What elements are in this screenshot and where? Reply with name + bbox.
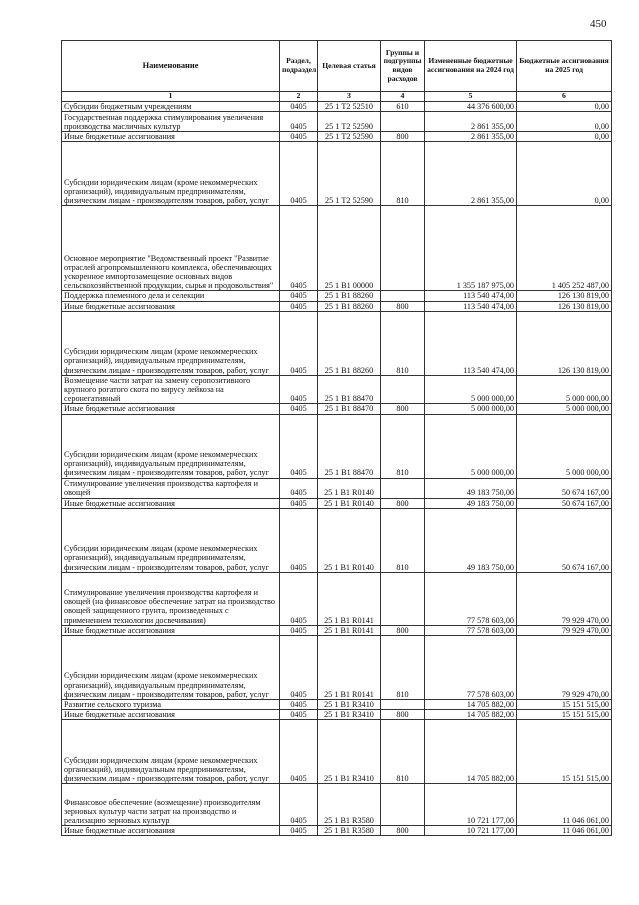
row-value-2024: 14 705 882,00 [425,710,517,720]
row-section: 0405 [280,508,318,572]
row-group: 810 [381,142,425,206]
row-value-2025: 11 046 061,00 [517,784,612,826]
row-name: Субсидии юридическим лицам (кроме некоммерческих организаций), индивидуальным предпринимателям, физическим лицам - производителям товаров, работ, услуг [62,142,280,206]
row-value-2025: 79 929 470,00 [517,572,612,625]
row-section: 0405 [280,699,318,709]
row-value-2025: 79 929 470,00 [517,625,612,635]
row-value-2025: 15 151 515,00 [517,710,612,720]
row-value-2024: 5 000 000,00 [425,375,517,404]
row-section: 0405 [280,375,318,404]
row-target: 25 1 В1 R3410 [318,710,381,720]
row-value-2025: 0,00 [517,112,612,132]
row-group [381,572,425,625]
row-group [381,478,425,498]
row-name: Развитие сельского туризма [62,699,280,709]
row-group: 800 [381,132,425,142]
column-number: 2 [280,92,318,102]
page-number: 450 [590,18,607,30]
row-name: Иные бюджетные ассигнования [62,404,280,414]
row-target: 25 1 Т2 52510 [318,102,381,112]
row-target: 25 1 В1 88260 [318,311,381,375]
row-group: 800 [381,404,425,414]
row-group [381,375,425,404]
row-value-2025: 50 674 167,00 [517,508,612,572]
row-value-2024: 49 183 750,00 [425,508,517,572]
row-group: 610 [381,102,425,112]
row-value-2025: 126 130 819,00 [517,291,612,301]
row-name: Субсидии юридическим лицам (кроме некоммерческих организаций), индивидуальным предпринимателям, физическим лицам - производителям товаров, работ, услуг [62,414,280,478]
row-section: 0405 [280,625,318,635]
row-section: 0405 [280,132,318,142]
row-name: Основное мероприятие "Ведомственный проект "Развитие отраслей агропромышленного комплекса, обеспечивающих ускоренное импортозамещение основных видов сельскохозяйственной продукции, сырья и продовольствия" [62,206,280,291]
row-group: 810 [381,635,425,699]
row-value-2024: 77 578 603,00 [425,625,517,635]
row-value-2024: 44 376 600,00 [425,102,517,112]
row-value-2025: 5 000 000,00 [517,375,612,404]
row-name: Финансовое обеспечение (возмещение) производителям зерновых культур части затрат на производство и реализацию зерновых культур [62,784,280,826]
table-row [62,635,612,699]
row-target: 25 1 Т2 52590 [318,132,381,142]
column-number: 1 [62,92,280,102]
row-target: 25 1 В1 R0141 [318,572,381,625]
row-value-2025: 15 151 515,00 [517,720,612,784]
column-number: 4 [381,92,425,102]
row-value-2024: 1 355 187 975,00 [425,206,517,291]
row-target: 25 1 Т2 52590 [318,142,381,206]
table-row [62,206,612,291]
row-target: 25 1 В1 88470 [318,414,381,478]
row-name: Поддержка племенного дела и селекции [62,291,280,301]
row-value-2025: 5 000 000,00 [517,414,612,478]
header-groups: Группы и подгруппы видов расходов [381,41,425,92]
row-value-2024: 2 861 355,00 [425,142,517,206]
row-name: Субсидии юридическим лицам (кроме некоммерческих организаций), индивидуальным предпринимателям, физическим лицам - производителям товаров, работ, услуг [62,508,280,572]
row-name: Субсидии юридическим лицам (кроме некоммерческих организаций), индивидуальным предпринимателям, физическим лицам - производителям товаров, работ, услуг [62,635,280,699]
row-group: 800 [381,625,425,635]
row-target: 25 1 В1 88470 [318,404,381,414]
row-target: 25 1 В1 88470 [318,375,381,404]
row-value-2025: 11 046 061,00 [517,826,612,836]
table-row [62,142,612,206]
row-section: 0405 [280,498,318,508]
table-row [62,291,612,301]
row-name: Иные бюджетные ассигнования [62,826,280,836]
table-row [62,826,612,836]
table-row [62,404,612,414]
row-name: Государственная поддержка стимулирования увеличения производства масличных культур [62,112,280,132]
row-value-2025: 15 151 515,00 [517,699,612,709]
row-value-2025: 79 929 470,00 [517,635,612,699]
row-section: 0405 [280,635,318,699]
row-value-2024: 2 861 355,00 [425,112,517,132]
table-row [62,102,612,112]
row-target: 25 1 В1 88260 [318,301,381,311]
table-row [62,508,612,572]
row-value-2024: 113 540 474,00 [425,291,517,301]
table-row [62,375,612,404]
table-row [62,699,612,709]
row-group: 810 [381,414,425,478]
row-name: Стимулирование увеличения производства картофеля и овощей [62,478,280,498]
row-group [381,784,425,826]
row-target: 25 1 В1 88260 [318,291,381,301]
row-section: 0405 [280,301,318,311]
row-value-2024: 49 183 750,00 [425,498,517,508]
row-target: 25 1 В1 R0140 [318,478,381,498]
row-section: 0405 [280,720,318,784]
row-group [381,291,425,301]
row-value-2024: 77 578 603,00 [425,635,517,699]
row-name: Стимулирование увеличения производства картофеля и овощей (на финансовое обеспечение затрат на производство овощей защищенного грунта, произведенных с применением технологии досвечивания) [62,572,280,625]
row-name: Иные бюджетные ассигнования [62,132,280,142]
row-target: 25 1 В1 R0140 [318,498,381,508]
row-group: 810 [381,720,425,784]
row-group: 810 [381,508,425,572]
row-target: 25 1 В1 R3410 [318,699,381,709]
row-group [381,699,425,709]
row-name: Возмещение части затрат на замену серопозитивного крупного рогатого скота по вирусу лейкоза на серонегативный [62,375,280,404]
row-value-2025: 50 674 167,00 [517,478,612,498]
row-group: 800 [381,498,425,508]
row-section: 0405 [280,404,318,414]
row-value-2024: 2 861 355,00 [425,132,517,142]
row-group: 800 [381,710,425,720]
row-section: 0405 [280,710,318,720]
table-row [62,414,612,478]
row-value-2024: 14 705 882,00 [425,699,517,709]
row-value-2025: 50 674 167,00 [517,498,612,508]
row-target: 25 1 В1 00000 [318,206,381,291]
table-row [62,301,612,311]
column-number: 6 [517,92,612,102]
row-name: Субсидии юридическим лицам (кроме некоммерческих организаций), индивидуальным предпринимателям, физическим лицам - производителям товаров, работ, услуг [62,720,280,784]
header-section: Раздел, подраздел [280,41,318,92]
row-section: 0405 [280,478,318,498]
row-target: 25 1 В1 R0141 [318,625,381,635]
row-section: 0405 [280,572,318,625]
row-value-2024: 77 578 603,00 [425,572,517,625]
table-row [62,112,612,132]
header-target: Целевая статья [318,41,381,92]
row-value-2024: 49 183 750,00 [425,478,517,498]
table-row [62,720,612,784]
row-section: 0405 [280,311,318,375]
table-row [62,784,612,826]
row-target: 25 1 Т2 52590 [318,112,381,132]
row-section: 0405 [280,826,318,836]
row-target: 25 1 В1 R3580 [318,826,381,836]
row-value-2025: 0,00 [517,142,612,206]
row-group [381,112,425,132]
row-value-2025: 0,00 [517,102,612,112]
row-group: 810 [381,311,425,375]
column-number: 3 [318,92,381,102]
row-value-2025: 126 130 819,00 [517,311,612,375]
row-group [381,206,425,291]
row-name: Субсидии юридическим лицам (кроме некоммерческих организаций), индивидуальным предпринимателям, физическим лицам - производителям товаров, работ, услуг [62,311,280,375]
row-target: 25 1 В1 R3410 [318,720,381,784]
row-value-2025: 5 000 000,00 [517,404,612,414]
row-group: 800 [381,301,425,311]
header-budget-2025: Бюджетные ассигнования на 2025 год [517,41,612,92]
row-section: 0405 [280,102,318,112]
row-value-2024: 10 721 177,00 [425,784,517,826]
row-name: Субсидии бюджетным учреждениям [62,102,280,112]
row-section: 0405 [280,414,318,478]
row-target: 25 1 В1 R0140 [318,508,381,572]
row-section: 0405 [280,206,318,291]
row-value-2024: 10 721 177,00 [425,826,517,836]
row-group: 800 [381,826,425,836]
row-value-2024: 113 540 474,00 [425,301,517,311]
row-name: Иные бюджетные ассигнования [62,625,280,635]
row-name: Иные бюджетные ассигнования [62,498,280,508]
row-value-2024: 5 000 000,00 [425,404,517,414]
row-section: 0405 [280,291,318,301]
budget-table [61,40,612,836]
header-row [62,41,612,92]
row-value-2024: 113 540 474,00 [425,311,517,375]
row-value-2025: 1 405 252 487,00 [517,206,612,291]
row-section: 0405 [280,112,318,132]
row-target: 25 1 В1 R0141 [318,635,381,699]
row-value-2024: 14 705 882,00 [425,720,517,784]
header-name: Наименование [62,41,280,92]
table-row [62,498,612,508]
header-changed-2024: Измененные бюджетные ассигнования на 2024 год [425,41,517,92]
table-row [62,572,612,625]
row-section: 0405 [280,784,318,826]
row-target: 25 1 В1 R3580 [318,784,381,826]
table-row [62,311,612,375]
row-name: Иные бюджетные ассигнования [62,301,280,311]
table-row [62,478,612,498]
table-row [62,625,612,635]
row-value-2025: 0,00 [517,132,612,142]
column-number-row [62,92,612,102]
table-row [62,710,612,720]
row-value-2024: 5 000 000,00 [425,414,517,478]
table-row [62,132,612,142]
row-section: 0405 [280,142,318,206]
row-name: Иные бюджетные ассигнования [62,710,280,720]
row-value-2025: 126 130 819,00 [517,301,612,311]
column-number: 5 [425,92,517,102]
